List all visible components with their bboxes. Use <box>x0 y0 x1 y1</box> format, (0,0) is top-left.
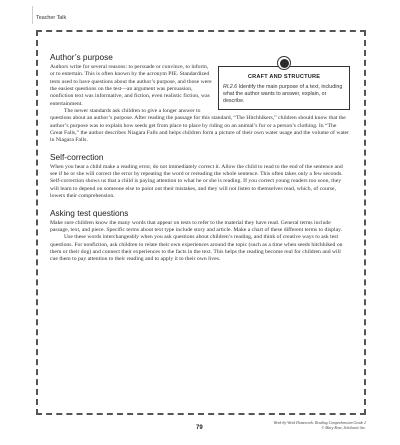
page-number: 79 <box>196 425 203 431</box>
standard-description: Identify the main purpose of a text, including what the author wants to answer, explain, or describe. <box>223 84 343 105</box>
craft-box-text <box>223 84 345 105</box>
section-asking-test-questions <box>50 208 350 264</box>
footer-credit <box>273 421 366 431</box>
standard-badge-icon <box>277 56 291 70</box>
credit-line: © Mary Rose, Scholastic Inc. <box>321 425 366 430</box>
main-content <box>50 52 350 264</box>
craft-structure-box <box>218 66 350 110</box>
craft-box-title: CRAFT AND STRUCTURE <box>247 74 321 80</box>
section-title: Author’s purpose <box>50 52 113 62</box>
paragraph: Make sure children know the many words that appear on tests to refer to the material they have read. General terms include passage, text, and piece. Specific terms about text type include story and article. Make a chart of these different terms to display. <box>50 219 343 233</box>
paragraph: Use these words interchangeably when you ask questions about children’s reading, and think of creative ways to ask test questions. For nonfiction, ask children to relate their own experiences around the topic (such as a time when seeds hitchhiked on them or their dog) and connect their experiences to the facts in the text. This helps the reading become real for children and will cue them to pay attention to their reading and to apply it to their own lives. <box>50 234 343 263</box>
section-self-correction <box>50 152 350 201</box>
margin-rule <box>32 6 33 24</box>
standard-code: RI.2.6 <box>223 84 238 91</box>
paragraph: When you hear a child make a reading error, do not immediately correct it. Allow the child to read to the end of the sentence and see if he or she will correct the error by repeating the word or rereading the whole sentence. This often takes only a few seconds. Self-correction shows us that a child is paying attention to what he or she is reading. If you correct young readers too soon, they will learn to depend on someone else to point out their mistakes, and they will not listen to themselves read, which, of course, lowers their comprehension. <box>50 163 343 200</box>
header-label: Teacher Talk <box>36 15 67 21</box>
section-title: Self-correction <box>50 151 104 162</box>
credit-line: Week-by-Week Homework: Reading Comprehension Grade 2 <box>273 421 366 425</box>
paragraph: Authors write for several reasons: to persuade or convince, to inform, or to entertain. This is often known by the acronym PIE. Standardized tests used to have questions about the author’s purpose, and those were the easiest questions on the test—an argument was persuasion, nonfiction text was informative, and fiction, even realistic fiction, was entertainment. <box>50 64 212 107</box>
section-authors-purpose <box>50 52 350 145</box>
section-title: Asking test questions <box>50 207 129 218</box>
paragraph: The newer standards ask children to give a longer answer to questions about an author’s purpose. After reading the passage for this standard, “The Hitchhikers,” children should know that the author’s purpose was to explain how seeds get from place to place by riding on an animal’s fur or a person’s clothing. In “The Great Falls,” the author describes Niagara Falls and helps children form a picture of their own water usage and the volume of water in Niagara Falls. <box>50 108 349 144</box>
